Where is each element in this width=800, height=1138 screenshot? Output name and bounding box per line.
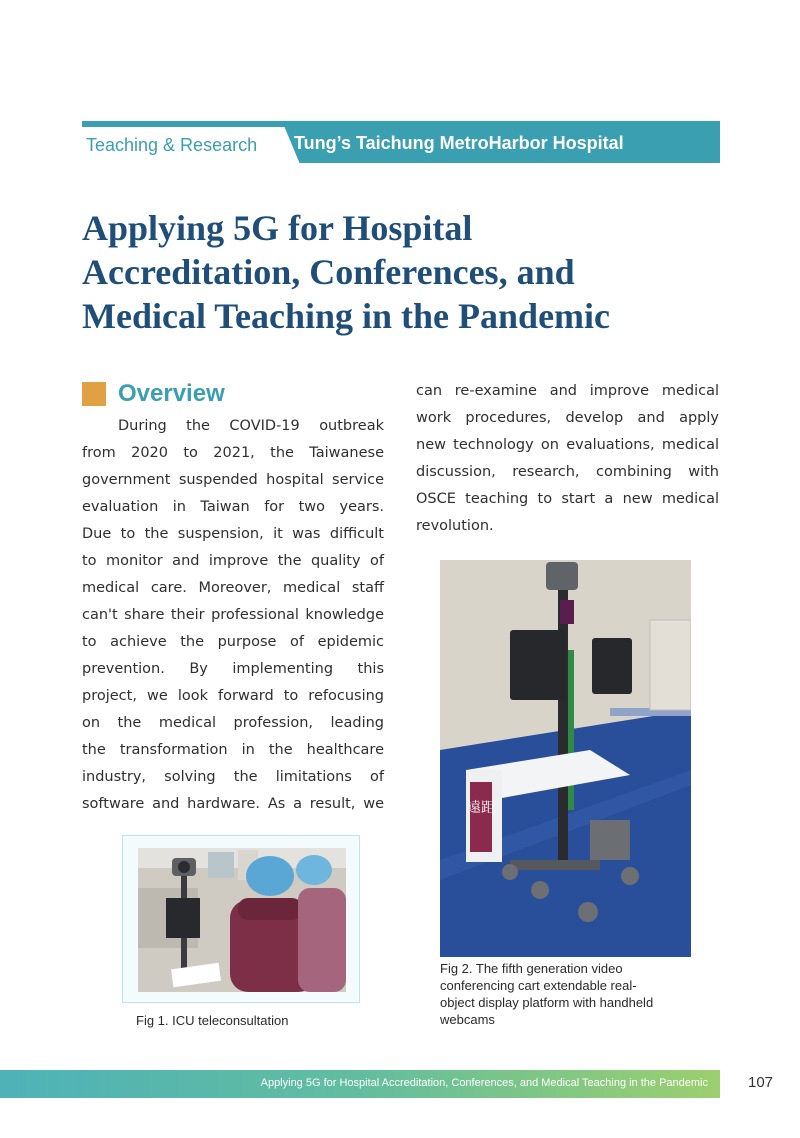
body-line: evaluation in Taiwan for two years. [82,499,384,515]
caption-line: conferencing cart extendable real- [440,978,637,993]
body-line: medical care. Moreover, medical staff [82,580,384,596]
body-line: OSCE teaching to start a new medical [416,491,719,507]
footer-band [0,1070,720,1098]
body-line: During the COVID-19 outbreak [118,418,384,434]
figure-1-caption: Fig 1. ICU teleconsultation [136,1013,289,1028]
figure-1-photo [138,848,346,992]
body-line: prevention. By implementing this [82,661,384,677]
body-line: discussion, research, combining with [416,464,719,480]
page-number: 107 [748,1074,774,1091]
cart-sign-text: 遠距 [467,800,495,816]
body-line: can re-examine and improve medical [416,383,719,399]
body-line: project, we look forward to refocusing [82,688,384,704]
body-line: Due to the suspension, it was difficult [82,526,384,542]
video-cart-illustration [440,560,691,957]
article-title [82,206,732,338]
body-line: from 2020 to 2021, the Taiwanese [82,445,384,461]
icu-teleconsultation-illustration [138,848,346,992]
body-line: can't share their professional knowledge [82,607,384,623]
title-line: Applying 5G for Hospital [82,208,473,248]
body-line: industry, solving the limitations of [82,769,384,785]
body-line: government suspended hospital service [82,472,384,488]
body-line: the transformation in the healthcare [82,742,384,758]
hospital-name: Tung’s Taichung MetroHarbor Hospital [294,133,624,153]
body-line: revolution. [416,518,494,534]
header-band [82,121,720,163]
title-line: Accreditation, Conferences, and [82,252,575,292]
footer-running-title: Applying 5G for Hospital Accreditation, Conferences, and Medical Teaching in the Pandemic [260,1077,708,1089]
overview-marker [82,382,106,406]
body-line: new technology on evaluations, medical [416,437,719,453]
body-line: software and hardware. As a result, we [82,796,384,812]
caption-line: object display platform with handheld [440,995,654,1010]
caption-line: Fig 2. The fifth generation video [440,961,623,976]
body-line: to monitor and improve the quality of [82,553,384,569]
body-line: to achieve the purpose of epidemic [82,634,384,650]
caption-line: webcams [440,1012,495,1027]
body-line: on the medical profession, leading [82,715,384,731]
section-label: Teaching & Research [86,135,258,155]
body-line: work procedures, develop and apply [416,410,719,426]
figure-2-photo [440,560,691,957]
overview-heading: Overview [118,380,225,407]
title-line: Medical Teaching in the Pandemic [82,296,611,336]
